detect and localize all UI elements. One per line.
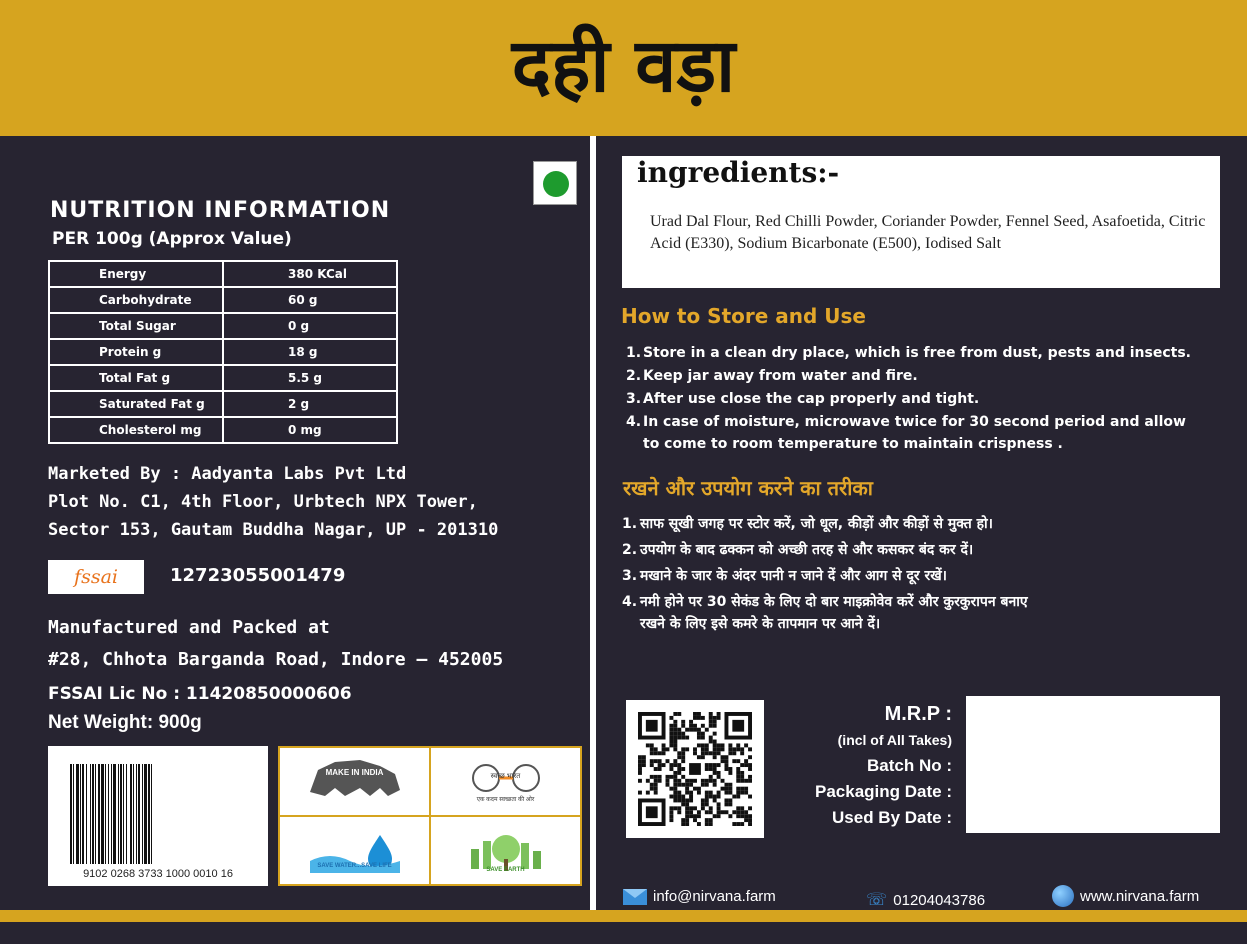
manufactured-line-1: Manufactured and Packed at — [48, 617, 330, 638]
manufactured-line-2: #28, Chhota Barganda Road, Indore – 452005 — [48, 649, 504, 670]
list-item — [626, 388, 1226, 410]
nutrient-value: 380 KCal — [223, 261, 397, 287]
veg-mark — [533, 161, 577, 205]
phone-text: 01204043786 — [893, 891, 986, 909]
list-item — [622, 538, 1222, 562]
table-row — [49, 339, 397, 365]
logo-grid — [278, 746, 582, 886]
nutrient-value: 2 g — [223, 391, 397, 417]
lion-icon — [300, 752, 410, 802]
net-weight: Net Weight: 900g — [48, 712, 202, 733]
marketed-line-1: Marketed By : Aadyanta Labs Pvt Ltd — [48, 464, 407, 484]
save-earth-logo — [431, 817, 580, 884]
step-text: After use close the cap properly and tight. — [643, 391, 980, 407]
step-text: मखाने के जार के अंदर पानी न जाने दें और आग से दूर रखें। — [640, 568, 947, 584]
marketed-line-3: Sector 153, Gautam Buddha Nagar, UP - 201310 — [48, 520, 499, 540]
save-earth-text: SAVE EARTH — [486, 866, 525, 873]
step-text: साफ सूखी जगह पर स्टोर करें, जो धूल, कीड़ों और कीड़ों से मुक्त हो। — [640, 516, 993, 532]
packaging-date-label: Packaging Date : — [815, 782, 952, 801]
list-item — [626, 342, 1226, 364]
step-text: Keep jar away from water and fire. — [643, 368, 918, 384]
swachh-text: स्वच्छ भारत — [490, 773, 521, 780]
fssai-license: FSSAI Lic No : 11420850000606 — [48, 684, 352, 704]
email-text: info@nirvana.farm — [653, 888, 776, 905]
step-number: 1. — [622, 516, 638, 532]
table-row — [49, 313, 397, 339]
qr-code[interactable] — [626, 700, 764, 838]
nutrition-table — [48, 260, 398, 444]
save-water-logo — [280, 817, 429, 884]
nutrient-name: Protein g — [49, 339, 223, 365]
make-in-india-logo — [280, 748, 429, 815]
mrp-value-box — [966, 696, 1220, 833]
contact-phone[interactable] — [866, 890, 985, 910]
nutrient-name: Carbohydrate — [49, 287, 223, 313]
step-number: 3. — [622, 568, 638, 584]
store-use-steps — [626, 342, 1226, 456]
step-text: In case of moisture, microwave twice for 30 second period and allow — [643, 414, 1186, 430]
swachh-tagline: एक कदम स्वच्छता की ओर — [476, 797, 535, 803]
nutrient-value: 0 g — [223, 313, 397, 339]
ingredients-text: Urad Dal Flour, Red Chilli Powder, Coriander Powder, Fennel Seed, Asafoetida, Citric Acid (E330), Sodium Bicarbonate (E500), Iodised Salt — [650, 213, 1206, 252]
step-text: Store in a clean dry place, which is free from dust, pests and insects. — [643, 345, 1191, 361]
nutrient-value: 5.5 g — [223, 365, 397, 391]
marketed-line-2: Plot No. C1, 4th Floor, Urbtech NPX Tower, — [48, 492, 478, 512]
nutrient-name: Cholesterol mg — [49, 417, 223, 443]
step-text: नमी होने पर 30 सेकंड के लिए दो बार माइक्रोवेव करें और कुरकुरापन बनाए — [640, 594, 1028, 610]
mail-icon — [623, 889, 647, 905]
swachh-bharat-logo — [431, 748, 580, 815]
make-in-india-text: MAKE IN INDIA — [325, 768, 384, 777]
website-text: www.nirvana.farm — [1080, 887, 1200, 905]
save-water-text: SAVE WATER...SAVE LIFE — [317, 862, 392, 869]
list-item — [622, 512, 1222, 536]
list-item — [626, 365, 1226, 387]
step-text-continued: रखने के लिए इसे कमरे के तापमान पर आने दें। — [640, 616, 881, 632]
step-number: 2. — [626, 368, 642, 384]
mrp-label: M.R.P : — [884, 703, 952, 725]
nutrient-value: 60 g — [223, 287, 397, 313]
store-use-title: How to Store and Use — [621, 304, 866, 328]
veg-dot-icon — [543, 171, 569, 197]
nutrient-value: 18 g — [223, 339, 397, 365]
ingredients-box — [622, 156, 1220, 288]
list-item — [622, 564, 1222, 588]
step-number: 4. — [622, 594, 638, 610]
marketed-by — [48, 460, 498, 544]
step-number: 4. — [626, 414, 642, 430]
table-row — [49, 391, 397, 417]
nutrition-title: NUTRITION INFORMATION — [50, 198, 391, 223]
barcode-bar — [152, 764, 154, 864]
step-text-continued: to come to room temperature to maintain crispness . — [643, 436, 1063, 452]
store-use-hindi-steps — [622, 512, 1222, 636]
fssai-number: 12723055001479 — [170, 565, 346, 586]
barcode-number: 9102 0268 3733 1000 0010 16 — [83, 868, 233, 880]
ingredients-title: ingredients:- — [637, 156, 840, 189]
phone-icon: ☏ — [866, 890, 888, 909]
used-by-date-label: Used By Date : — [832, 808, 952, 827]
step-number: 3. — [626, 391, 642, 407]
store-use-hindi-title: रखने और उपयोग करने का तरीका — [623, 476, 873, 500]
qr-code-icon — [638, 712, 752, 826]
table-row — [49, 365, 397, 391]
table-row — [49, 417, 397, 443]
fssai-logo — [48, 560, 144, 594]
product-title: दही वड़ा — [511, 23, 736, 109]
list-item — [622, 590, 1222, 634]
step-text: उपयोग के बाद ढक्कन को अच्छी तरह से और कसकर बंद कर दें। — [640, 542, 974, 558]
contact-email[interactable] — [623, 888, 776, 905]
footer-band — [0, 910, 1247, 922]
table-row — [49, 261, 397, 287]
step-number: 1. — [626, 345, 642, 361]
pricing-labels — [770, 702, 952, 830]
barcode — [48, 746, 268, 886]
nutrition-subtitle: PER 100g (Approx Value) — [52, 229, 292, 249]
batch-label: Batch No : — [867, 756, 952, 775]
manufactured-at — [48, 612, 503, 676]
contact-website[interactable] — [1052, 885, 1199, 907]
column-divider — [590, 136, 596, 910]
nutrient-value: 0 mg — [223, 417, 397, 443]
nutrient-name: Saturated Fat g — [49, 391, 223, 417]
nutrient-name: Total Sugar — [49, 313, 223, 339]
step-number: 2. — [622, 542, 638, 558]
barcode-bars — [70, 764, 246, 864]
list-item — [626, 411, 1226, 455]
table-row — [49, 287, 397, 313]
nutrient-name: Energy — [49, 261, 223, 287]
mrp-note: (incl of All Takes) — [837, 732, 952, 748]
nutrient-name: Total Fat g — [49, 365, 223, 391]
fssai-logo-text: fssai — [74, 566, 118, 588]
globe-icon — [1052, 885, 1074, 907]
